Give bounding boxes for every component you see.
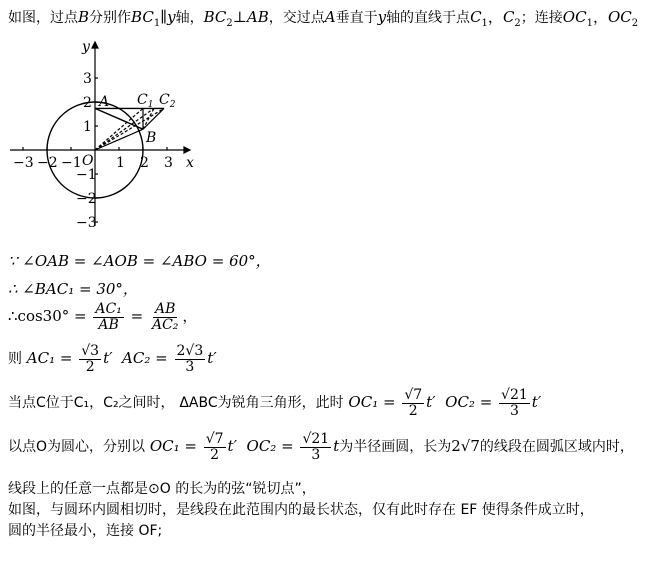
- segment-BC-dashed: [143, 108, 154, 129]
- segment-OC1-dashed: [95, 108, 143, 150]
- point-C2-label: $C_2$: [159, 92, 176, 110]
- fraction: $\frac{√7}{2}$: [404, 387, 423, 419]
- segment-OB: [95, 129, 143, 150]
- fraction: $\frac{2√3}{3}$: [176, 343, 204, 375]
- x-tick-label: 3: [164, 155, 173, 171]
- fraction: $\frac{√21}{3}$: [302, 431, 330, 463]
- y-tick-label: −3: [76, 215, 97, 231]
- y-axis-arrow: [92, 42, 98, 48]
- fraction: $\frac{√3}{2}$: [81, 343, 100, 375]
- paragraph-2: 如图，与圆环内圆相切时，是线段在此范围内的最长状态，仅有此时存在 EF 使得条件成立时，: [8, 502, 594, 518]
- point-C1-label: $C_1$: [137, 92, 154, 110]
- origin-label: O: [82, 153, 94, 169]
- y-axis-label: y: [82, 39, 90, 55]
- step-6: 以点O为圆心，分别以 OC₁ = $\frac{√7}{2}$ t′ OC₂ = $\frac{√21}{3}$ t为半径画圆，长为2√7的线段在圆弧区域内时，: [8, 431, 634, 463]
- y-tick-label: −2: [76, 191, 97, 207]
- x-tick-label: 1: [116, 155, 125, 171]
- x-tick-label: −2: [37, 155, 58, 171]
- point-A-label: A: [99, 94, 110, 110]
- fraction: $\frac{\text{AC₁}}{AB}$: [95, 301, 122, 333]
- segment-BC2: [143, 108, 164, 129]
- fraction: $\frac{√7}{2}$: [205, 431, 224, 463]
- x-tick-label: 2: [140, 155, 149, 171]
- x-tick-label: −3: [13, 155, 34, 171]
- y-tick-label: −1: [76, 167, 97, 183]
- y-tick-label: 3: [83, 71, 92, 87]
- intro-line: 如图，过点B分别作$BC_1\parallel y$轴，$BC_2\perp AB$，交过点A垂直于y轴的直线于点$C_1$，$C_2$；连接$OC_1$，$OC_2$: [8, 8, 639, 29]
- step-3: ∴cos30° = $\frac{\text{AC₁}}{AB}$ = $\frac{AB}{\text{AC₂}}$ ，: [8, 301, 198, 333]
- point-B-label: B: [146, 130, 157, 146]
- fraction: $\frac{√21}{3}$: [501, 387, 528, 419]
- y-tick-label: 2: [83, 95, 92, 111]
- y-tick-label: 1: [83, 119, 92, 135]
- paragraph-1: 线段上的任意一点都是⊙O 的长为的弦“锐切点”，: [8, 481, 316, 497]
- geometry-figure: [4, 36, 204, 236]
- fraction: $\frac{AB}{\text{AC₂}}$: [151, 301, 179, 333]
- step-1: ∵ ∠OAB = ∠AOB = ∠ABO = 60°，: [8, 252, 271, 270]
- paragraph-3: 圆的半径最小，连接 OF;: [8, 523, 163, 539]
- x-axis-label: x: [186, 155, 194, 171]
- x-axis-arrow: [184, 147, 190, 153]
- step-4: 则 AC₁ = $\frac{√3}{2}$ t′ AC₂ = $\frac{2√3}{3}$ t′: [8, 343, 217, 375]
- x-tick-label: −1: [61, 155, 82, 171]
- step-5: 当点C位于C₁，C₂之间时， ΔABC为锐角三角形，此时 OC₁ = $\frac{√7}{2}$ t′ OC₂ = $\frac{√21}{3}$ t′: [8, 387, 542, 419]
- step-2: ∴ ∠BAC₁ = 30°，: [8, 280, 138, 298]
